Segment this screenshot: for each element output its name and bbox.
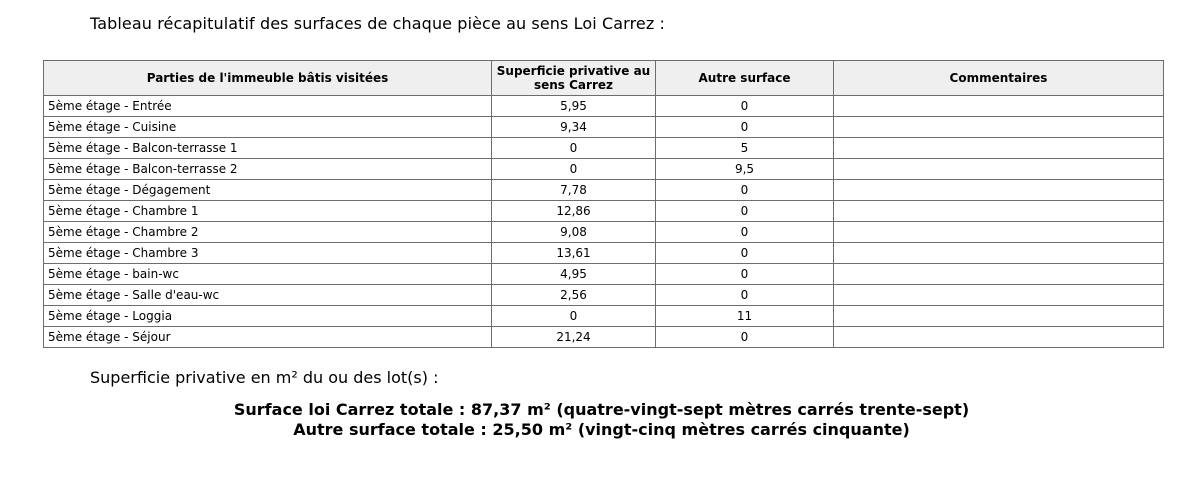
table-row: [44, 306, 1164, 327]
cell-comment: [834, 264, 1164, 285]
cell-carrez: 0: [492, 138, 656, 159]
cell-comment: [834, 306, 1164, 327]
table-row: [44, 138, 1164, 159]
table-body: [44, 96, 1164, 348]
cell-other-surface: 5: [656, 138, 834, 159]
cell-carrez: 9,08: [492, 222, 656, 243]
table-header: [44, 61, 1164, 96]
total-carrez: Surface loi Carrez totale : 87,37 m² (quatre-vingt-sept mètres carrés trente-sept): [233, 400, 970, 419]
cell-room: 5ème étage - Salle d'eau-wc: [44, 285, 492, 306]
cell-other-surface: 0: [656, 117, 834, 138]
cell-carrez: 2,56: [492, 285, 656, 306]
table-row: [44, 180, 1164, 201]
cell-other-surface: 0: [656, 201, 834, 222]
cell-other-surface: 0: [656, 285, 834, 306]
header-other-surface: Autre surface: [656, 61, 834, 96]
header-comments: Commentaires: [834, 61, 1164, 96]
cell-other-surface: 0: [656, 264, 834, 285]
header-carrez: Superficie privative au sens Carrez: [492, 61, 656, 96]
cell-room: 5ème étage - Chambre 1: [44, 201, 492, 222]
header-row: [44, 61, 1164, 96]
cell-carrez: 12,86: [492, 201, 656, 222]
cell-comment: [834, 159, 1164, 180]
table-row: [44, 159, 1164, 180]
table-row: [44, 201, 1164, 222]
totals-block: [0, 400, 1203, 440]
cell-comment: [834, 180, 1164, 201]
cell-comment: [834, 243, 1164, 264]
cell-other-surface: 11: [656, 306, 834, 327]
cell-comment: [834, 327, 1164, 348]
cell-room: 5ème étage - Entrée: [44, 96, 492, 117]
cell-carrez: 21,24: [492, 327, 656, 348]
cell-other-surface: 0: [656, 243, 834, 264]
table-row: [44, 117, 1164, 138]
cell-room: 5ème étage - Loggia: [44, 306, 492, 327]
cell-other-surface: 0: [656, 180, 834, 201]
cell-comment: [834, 138, 1164, 159]
table-row: [44, 327, 1164, 348]
cell-room: 5ème étage - Balcon-terrasse 1: [44, 138, 492, 159]
table-row: [44, 222, 1164, 243]
cell-room: 5ème étage - Cuisine: [44, 117, 492, 138]
total-other-surface: Autre surface totale : 25,50 m² (vingt-cinq mètres carrés cinquante): [293, 420, 910, 439]
cell-comment: [834, 222, 1164, 243]
cell-other-surface: 0: [656, 96, 834, 117]
cell-other-surface: 0: [656, 222, 834, 243]
surface-table: [43, 60, 1164, 348]
cell-comment: [834, 96, 1164, 117]
table-row: [44, 264, 1164, 285]
cell-room: 5ème étage - bain-wc: [44, 264, 492, 285]
cell-carrez: 0: [492, 159, 656, 180]
cell-room: 5ème étage - Balcon-terrasse 2: [44, 159, 492, 180]
cell-other-surface: 9,5: [656, 159, 834, 180]
cell-carrez: 0: [492, 306, 656, 327]
cell-room: 5ème étage - Dégagement: [44, 180, 492, 201]
cell-carrez: 4,95: [492, 264, 656, 285]
cell-carrez: 7,78: [492, 180, 656, 201]
table-row: [44, 243, 1164, 264]
table-row: [44, 96, 1164, 117]
cell-comment: [834, 201, 1164, 222]
cell-room: 5ème étage - Chambre 3: [44, 243, 492, 264]
cell-comment: [834, 285, 1164, 306]
summary-label: Superficie privative en m² du ou des lot(s) :: [90, 368, 439, 387]
intro-text: Tableau récapitulatif des surfaces de chaque pièce au sens Loi Carrez :: [90, 14, 666, 33]
header-room: Parties de l'immeuble bâtis visitées: [44, 61, 492, 96]
cell-carrez: 9,34: [492, 117, 656, 138]
cell-carrez: 13,61: [492, 243, 656, 264]
cell-room: 5ème étage - Chambre 2: [44, 222, 492, 243]
cell-carrez: 5,95: [492, 96, 656, 117]
cell-comment: [834, 117, 1164, 138]
cell-other-surface: 0: [656, 327, 834, 348]
table-row: [44, 285, 1164, 306]
cell-room: 5ème étage - Séjour: [44, 327, 492, 348]
